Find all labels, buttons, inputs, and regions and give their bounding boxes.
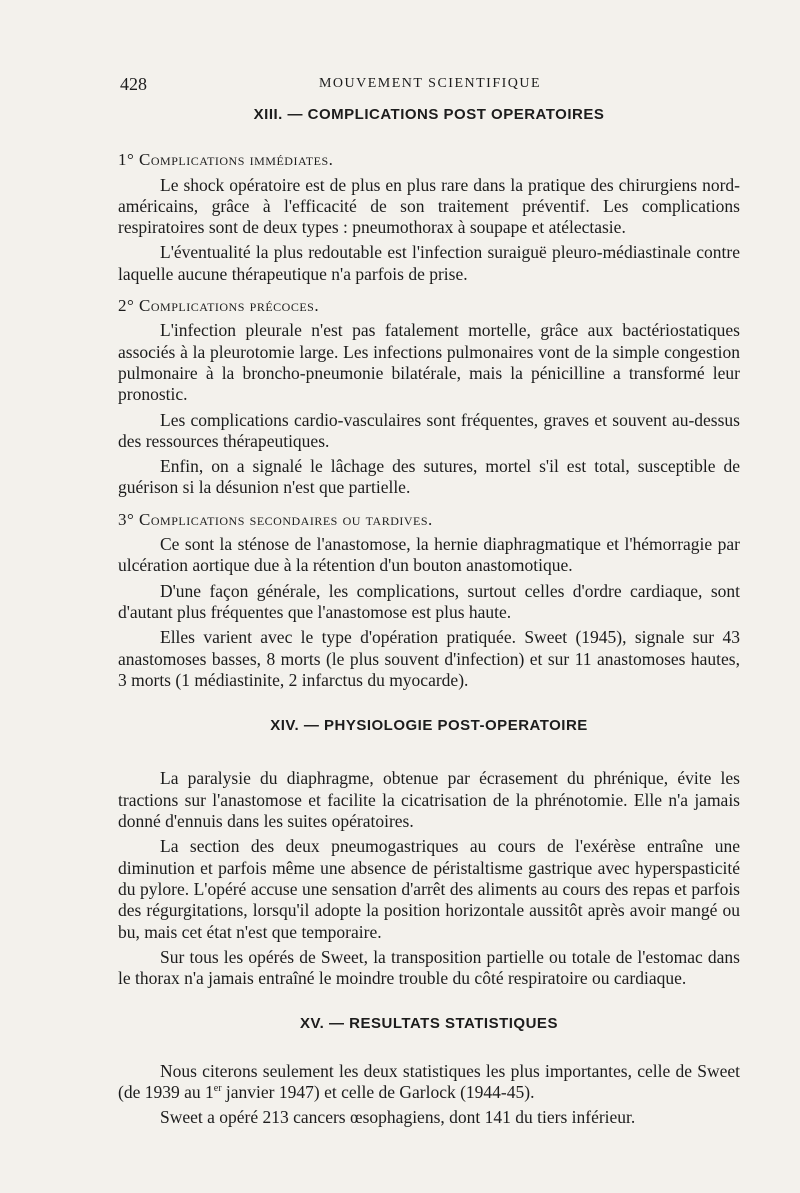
- paragraph: L'infection pleurale n'est pas fatalement mortelle, grâce aux bactériostatiques associés à la pleurotomie large. Les infections pulmonaires vont de la simple congestion pulmonaire à la broncho-pneumonie bilatérale, mais la pénicilline a transformé leur pronostic.: [118, 320, 740, 405]
- paragraph: L'éventualité la plus redoutable est l'infection suraiguë pleuro-médiastinale contre laquelle aucune thérapeutique n'a parfois de prise.: [118, 242, 740, 284]
- paragraph: Les complications cardio-vasculaires sont fréquentes, graves et souvent au-dessus des ressources thérapeutiques.: [118, 409, 740, 451]
- paragraph-text: Nous citerons seulement les deux statistiques les plus importantes, celle de Sweet (de 1939 au 1: [118, 1060, 740, 1102]
- paragraph: La paralysie du diaphragme, obtenue par écrasement du phrénique, évite les tractions sur l'anastomose et facilite la cicatrisation de la phrénotomie. Elle n'a jamais donné d'ennuis dans les suites opératoires.: [118, 768, 740, 832]
- paragraph: Ce sont la sténose de l'anastomose, la hernie diaphragmatique et l'hémorragie par ulcération aortique due à la rétention d'un bouton anastomotique.: [118, 534, 740, 576]
- subheading-early-complications: 2° Complications précoces.: [118, 296, 320, 316]
- paragraph: Elles varient avec le type d'opération pratiquée. Sweet (1945), signale sur 43 anastomoses basses, 8 morts (le plus souvent d'infection) et sur 11 anastomoses hautes, 3 morts (1 médiastinite, 2 infarctus du myocarde).: [118, 627, 740, 690]
- paragraph: Sur tous les opérés de Sweet, la transposition partielle ou totale de l'estomac dans le thorax n'a jamais entraîné le moindre trouble du côté respiratoire ou cardiaque.: [118, 946, 740, 989]
- page-number: 428: [120, 74, 147, 94]
- running-head: [120, 74, 740, 94]
- page-content: [118, 104, 740, 1130]
- running-title: MOUVEMENT SCIENTIFIQUE: [318, 76, 542, 91]
- section-title-xv: XV. — RESULTATS STATISTIQUES: [300, 1015, 558, 1033]
- paragraph: D'une façon générale, les complications, surtout celles d'ordre cardiaque, sont d'autant plus fréquentes que l'anastomose est plus haute.: [118, 580, 740, 622]
- subheading-immediate-complications: 1° Complications immédiates.: [118, 150, 334, 170]
- paragraph-statistics: [118, 1061, 740, 1104]
- paragraph: Enfin, on a signalé le lâchage des sutures, mortel s'il est total, susceptible de guérison si la désunion n'est que partielle.: [118, 456, 740, 498]
- subheading-late-complications: 3° Complications secondaires ou tardives.: [118, 509, 433, 529]
- section-title-xiii: XIII. — COMPLICATIONS POST OPERATOIRES: [253, 106, 605, 123]
- paragraph: La section des deux pneumogastriques au cours de l'exérèse entraîne une diminution et parfois même une absence de péristaltisme gastrique avec hyperspasticité du pylore. L'opéré accuse une sensation d'arrêt des aliments au cours des repas et parfois des régurgitations, lorsqu'il adopte la position horizontale aussitôt après avoir mangé ou bu, mais cet état n'est que temporaire.: [118, 836, 740, 942]
- paragraph-text: janvier 1947) et celle de Garlock (1944-45).: [221, 1081, 535, 1102]
- paragraph: Le shock opératoire est de plus en plus rare dans la pratique des chirurgiens nord-américains, grâce à l'efficacité de son traitement préventif. Les complications respiratoires sont de deux types : pneumothorax à soupape et atélectasie.: [118, 174, 740, 238]
- section-title-xiv: XIV. — PHYSIOLOGIE POST-OPERATOIRE: [270, 717, 588, 735]
- superscript: er: [213, 1083, 222, 1095]
- paragraph: Sweet a opéré 213 cancers œsophagiens, dont 141 du tiers inférieur.: [160, 1107, 636, 1128]
